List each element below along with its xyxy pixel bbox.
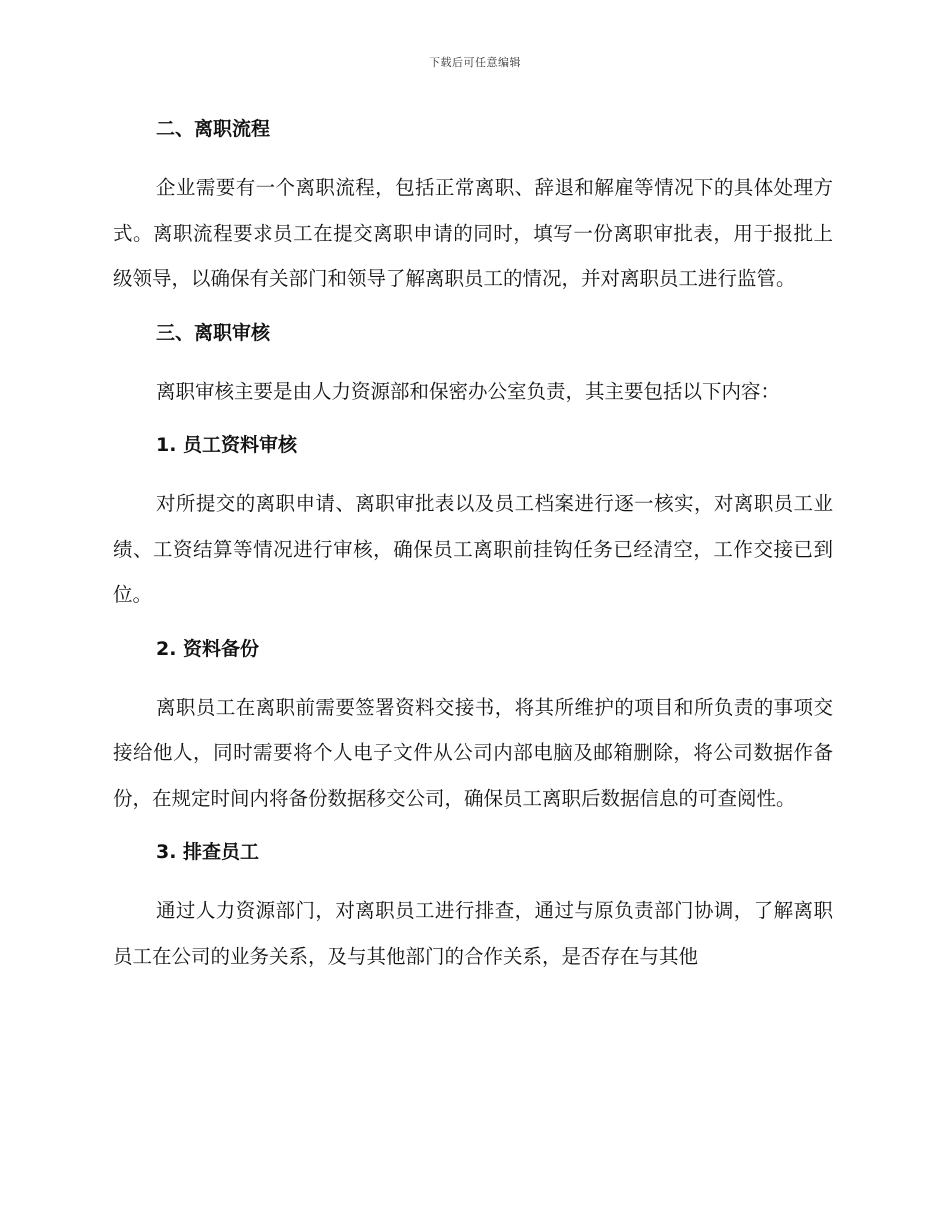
- section-heading-resignation-review: 三、离职审核: [156, 321, 271, 344]
- paragraph-data-backup: 离职员工在离职前需要签署资料交接书，将其所维护的项目和所负责的事项交接给他人，同时需要将个人电子文件从公司内部电脑及邮箱删除，将公司数据作备份，在规定时间内将备份数据移交公司，确保员工离职后数据信息的可查阅性。: [113, 695, 833, 810]
- paragraph-employee-data-review: 对所提交的离职申请、离职审批表以及员工档案进行逐一核实，对离职员工业绩、工资结算等情况进行审核，确保员工离职前挂钩任务已经清空，工作交接已到位。: [113, 492, 833, 606]
- subheading-employee-screening: 3. 排查员工: [156, 841, 260, 863]
- paragraph-resignation-review: 离职审核主要是由人力资源部和保密办公室负责，其主要包括以下内容：: [156, 379, 781, 403]
- document-body: [113, 112, 833, 979]
- paragraph-resignation-process: 企业需要有一个离职流程，包括正常离职、辞退和解雇等情况下的具体处理方式。离职流程要求员工在提交离职申请的同时，填写一份离职审批表，用于报批上级领导，以确保有关部门和领导了解离职员工的情况，并对离职员工进行监管。: [113, 176, 833, 290]
- paragraph-employee-screening: 通过人力资源部门，对离职员工进行排查，通过与原负责部门协调，了解离职员工在公司的业务关系，及与其他部门的合作关系，是否存在与其他: [113, 899, 833, 968]
- section-heading-resignation-process: 二、离职流程: [156, 118, 271, 140]
- subheading-employee-data-review: 1. 员工资料审核: [156, 434, 298, 456]
- page-header: 下载后可任意编辑: [429, 56, 521, 69]
- subheading-data-backup: 2. 资料备份: [156, 637, 260, 660]
